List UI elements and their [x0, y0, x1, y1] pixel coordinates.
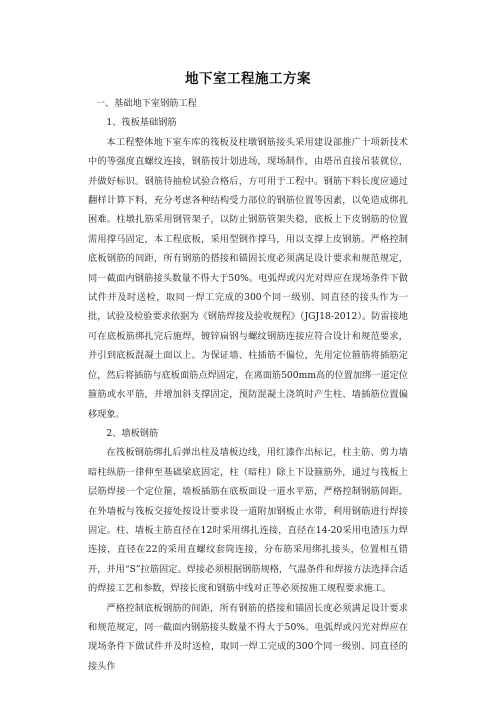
document-title: 地下室工程施工方案 — [185, 71, 311, 87]
subsection-heading: 2、墙板钢筋 — [106, 427, 159, 439]
subsection-heading: 1、筏板基础钢筋 — [106, 117, 177, 129]
paragraph: 本工程整体地下室车库的筏板及柱墩钢筋接头采用建设部推广十项新技术中的等强度直螺纹连接，钢筋按计划进场，现场制作，由塔吊直接吊装就位，并做好标识。钢筋待抽检试验合格后，方可用于工程中。钢筋下料长度应通过翻样计算下料，充分考虑各种结构受力部位的钢筋位置等因素，以免造成绑扎困难。柱墩扎筋采用钢管架子，以防止钢筋管架失稳，底板上下皮钢筋的位置需用撑马固定，本工程底板，采用型钢作撑马，用以支撑上皮钢筋。严格控制底板钢筋的间距，所有钢筋的搭接和锚固长度必须满足设计要求和规范规定，同一截面内钢筋接头数量不得大于50%。电弧焊或闪光对焊应在现场条件下做试件并及时送检，取同一焊工完成的300个同一级别、同直径的接头作为一批，试验及检验要求依据为《钢筋焊接及验收规程》（JGJ18-2012）。防雷接地可在底板筋绑扎完后施焊，镀锌扁钢与螺纹钢筋连接应符合设计和规范要求，并引到底板混凝土面以上。为保证墙、柱插筋不偏位，先用定位箍筋将插筋定位，然后将插筋与底板面筋点焊固定，在离面筋500mm高的位置加绑一道定位箍筋或水平筋，并增加斜支撑固定，预防混凝土浇筑时产生柱、墙插筋位置偏移现象。 — [88, 136, 408, 420]
paragraph: 在筏板钢筋绑扎后弹出柱及墙板边线，用红漆作出标记，柱主筋、剪力墙暗柱纵筋一律伸至基础梁底固定，柱（暗柱）除上下设箍筋外，通过与筏板上层筋焊接一个定位箍，墙板插筋在底板面设一道水平筋，严格控制钢筋间距。在外墙板与筏板交接处按设计要求设一道附加钢板止水带，利用钢筋进行焊接固定。柱、墙板主筋直径在12时采用绑扎连接，直径在14-20采用电渣压力焊连接，直径在22的采用直螺纹套筒连接，分布筋采用绑扎接头，位置相互错开，并用“S”拉筋固定。焊接必须根据钢筋规格，气温条件和焊接方法选择合适的焊接工艺和参数，焊接长度和钢筋中线对正等必须按施工规程要求施工。 — [88, 447, 408, 595]
document-body — [88, 94, 408, 676]
paragraph: 严格控制底板钢筋的间距，所有钢筋的搭接和锚固长度必须满足设计要求和规范规定，同一截面内钢筋接头数量不得大于50%。电弧焊或闪光对焊应在现场条件下做试件并及时送检，取同一焊工完成的300个同一级别、同直径的接头作 — [88, 602, 408, 672]
section-heading: 一、基础地下室钢筋工程 — [95, 98, 197, 109]
